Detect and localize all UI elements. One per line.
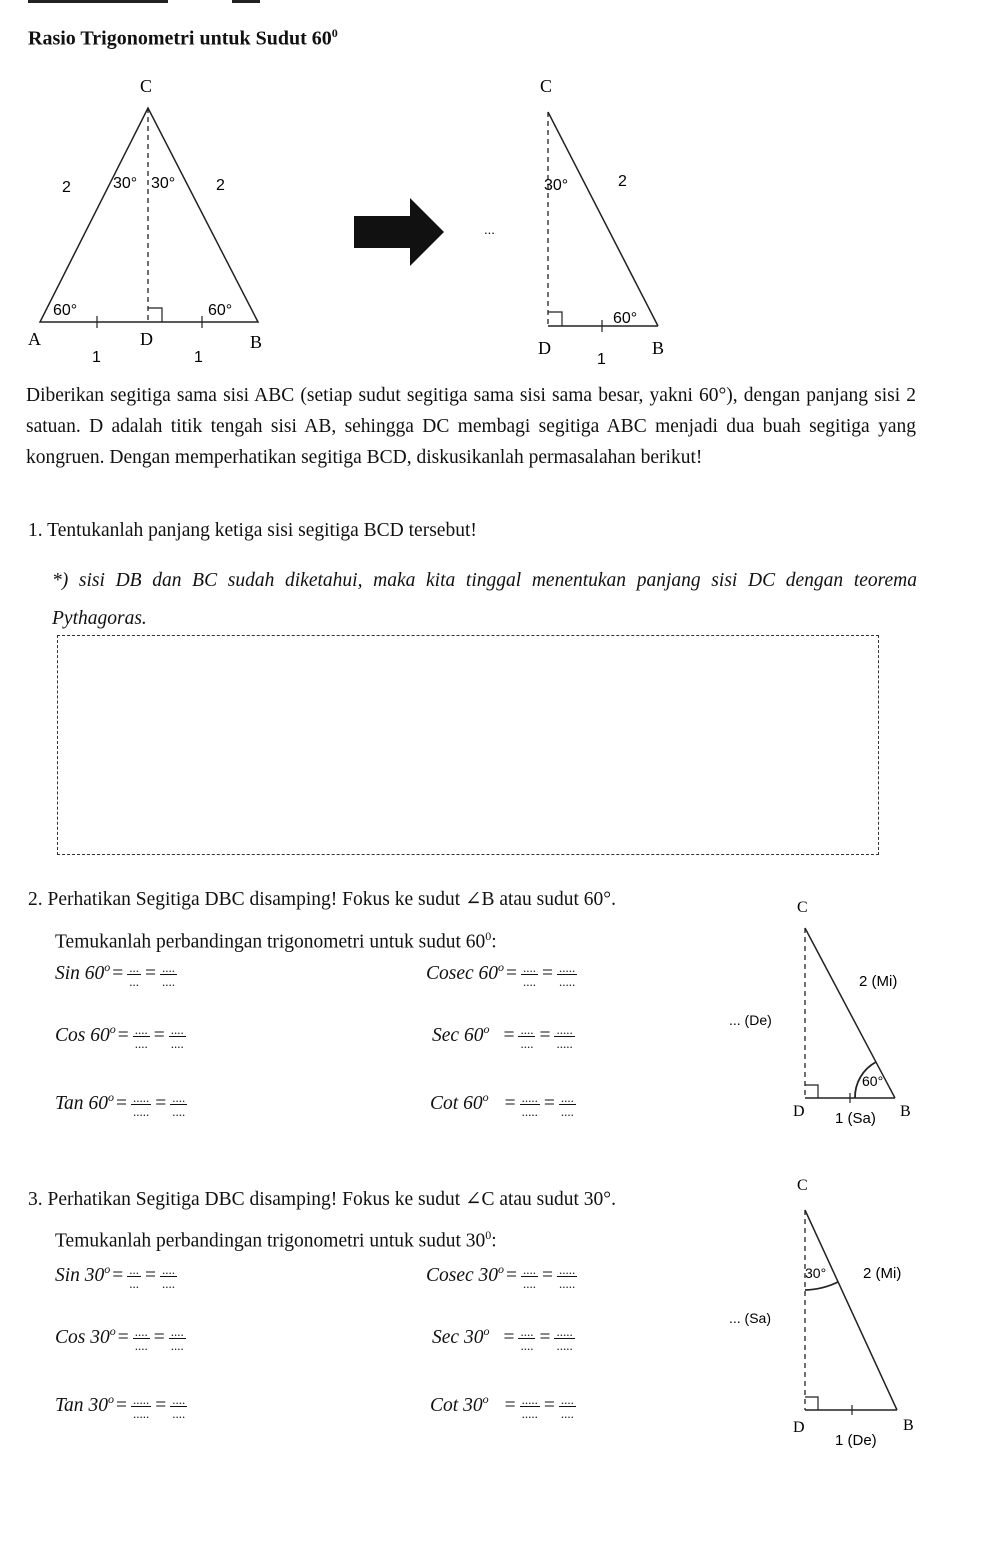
answer-box[interactable] xyxy=(57,635,879,855)
fraction[interactable]: $\frac{....}{....}$ xyxy=(560,1090,574,1120)
base-label: 1 xyxy=(597,351,606,368)
top-rule-2 xyxy=(232,0,260,3)
angle-c-label: 30° xyxy=(544,177,569,194)
fraction[interactable]: $\frac{.....}{.....}$ xyxy=(559,1262,576,1292)
angle-arc xyxy=(805,1282,838,1290)
figure-q2-triangle xyxy=(725,890,925,1140)
base-label: 1 (De) xyxy=(835,1432,877,1449)
fraction[interactable]: $\frac{.....}{.....}$ xyxy=(556,1022,573,1052)
vertex-d-label: D xyxy=(793,1103,805,1120)
vertex-d-label: D xyxy=(538,338,551,358)
fraction[interactable]: $\frac{....}{....}$ xyxy=(560,1392,574,1422)
q2-tan-row: Tan $60^o$ = $\frac{.....}{.....}$ = $\frac{....}{....}$ xyxy=(55,1090,186,1120)
angle-label: 30° xyxy=(805,1265,827,1281)
fraction[interactable]: $\frac{....}{....}$ xyxy=(523,1262,537,1292)
figure-equilateral-triangle xyxy=(20,70,280,370)
vertex-c-label: C xyxy=(797,899,808,916)
angle-b-label: 60° xyxy=(208,302,233,319)
fraction[interactable]: $\frac{.....}{.....}$ xyxy=(559,960,576,990)
vertex-a-label: A xyxy=(28,329,41,349)
fraction[interactable]: $\frac{....}{....}$ xyxy=(134,1022,148,1052)
top-rule-1 xyxy=(28,0,168,3)
angle-acd-label: 30° xyxy=(113,175,138,192)
q3-cot-row: Cot $30^o$ = $\frac{.....}{.....}$ = $\frac{....}{....}$ xyxy=(430,1392,574,1422)
fraction[interactable]: $\frac{....}{....}$ xyxy=(134,1324,148,1354)
vertex-c-label: C xyxy=(140,76,153,96)
hypotenuse-label: 2 (Mi) xyxy=(863,1265,902,1282)
q3-cos-row: Cos $30^o$ = $\frac{....}{....}$ = $\frac{....}{....}$ xyxy=(55,1324,184,1354)
q2-cos-row: Cos $60^o$ = $\frac{....}{....}$ = $\frac{....}{....}$ xyxy=(55,1022,184,1052)
arrow-right-icon xyxy=(352,196,447,268)
vertex-c-label: C xyxy=(540,76,553,96)
side-bc xyxy=(548,112,658,326)
q3-tan-row: Tan $30^o$ = $\frac{.....}{.....}$ = $\frac{....}{....}$ xyxy=(55,1392,186,1422)
question-3-heading: 3. Perhatikan Segitiga DBC disamping! Fokus ke sudut ∠C atau sudut 30°. xyxy=(28,1189,616,1210)
fraction[interactable]: $\frac{....}{....}$ xyxy=(170,1022,184,1052)
hypotenuse-label: 2 (Mi) xyxy=(859,973,898,990)
vertex-d-label: D xyxy=(140,329,153,349)
fraction[interactable]: $\frac{....}{....}$ xyxy=(172,1392,186,1422)
q2-sec-row: Sec $60^o$ = $\frac{....}{....}$ = $\frac{.....}{.....}$ xyxy=(432,1022,573,1052)
vertex-b-label: B xyxy=(250,332,263,352)
fraction[interactable]: $\frac{....}{....}$ xyxy=(520,1022,534,1052)
right-angle-marker xyxy=(805,1085,818,1098)
angle-bcd-label: 30° xyxy=(151,175,176,192)
angle-a-label: 60° xyxy=(53,302,78,319)
q3-sec-row: Sec $30^o$ = $\frac{....}{....}$ = $\frac{.....}{.....}$ xyxy=(432,1324,573,1354)
question-2-subheading: Temukanlah perbandingan trigonometri untuk sudut $60^0$: xyxy=(55,929,497,953)
q2-cot-row: Cot $60^o$ = $\frac{.....}{.....}$ = $\frac{....}{....}$ xyxy=(430,1090,574,1120)
fraction[interactable]: $\frac{....}{....}$ xyxy=(172,1090,186,1120)
fraction[interactable]: $\frac{....}{....}$ xyxy=(162,960,176,990)
fraction[interactable]: $\frac{.....}{.....}$ xyxy=(132,1090,150,1120)
vertex-b-label: B xyxy=(652,338,665,358)
fraction[interactable]: $\frac{...}{...}$ xyxy=(129,960,140,990)
right-angle-marker xyxy=(148,308,162,322)
side-dc-label: ... (De) xyxy=(729,1012,772,1028)
vertex-c-label: C xyxy=(797,1177,808,1194)
fraction[interactable]: $\frac{....}{....}$ xyxy=(523,960,537,990)
fraction[interactable]: $\frac{...}{...}$ xyxy=(129,1262,140,1292)
question-2-heading: 2. Perhatikan Segitiga DBC disamping! Fokus ke sudut ∠B atau sudut 60°. xyxy=(28,889,616,910)
vertex-d-label: D xyxy=(793,1419,805,1436)
q3-cosec-row: Cosec $30^o$ = $\frac{....}{....}$ = $\frac{.....}{.....}$ xyxy=(426,1262,576,1292)
segment-db-label: 1 xyxy=(194,349,203,366)
fraction[interactable]: $\frac{....}{....}$ xyxy=(170,1324,184,1354)
segment-ad-label: 1 xyxy=(92,349,101,366)
fraction[interactable]: $\frac{.....}{.....}$ xyxy=(132,1392,150,1422)
fraction[interactable]: $\frac{.....}{.....}$ xyxy=(521,1392,538,1422)
question-3-subheading: Temukanlah perbandingan trigonometri untuk sudut $30^0$: xyxy=(55,1228,497,1252)
fraction[interactable]: $\frac{....}{....}$ xyxy=(162,1262,176,1292)
triangle-abc xyxy=(40,108,258,322)
fraction[interactable]: $\frac{.....}{.....}$ xyxy=(556,1324,573,1354)
figure-right-triangle-bcd xyxy=(470,70,680,370)
side-dc-blank: ... xyxy=(484,222,495,237)
right-angle-marker xyxy=(805,1397,818,1410)
figure-q3-triangle xyxy=(725,1170,925,1460)
q2-sin-row: Sin $60^o$ = $\frac{...}{...}$ = $\frac{....}{....}$ xyxy=(55,960,176,990)
intro-paragraph: Diberikan segitiga sama sisi ABC (setiap sudut segitiga sama sisi sama besar, yakni 60°), dengan panjang sisi 2 satuan. D adalah titik tengah sisi AB, sehingga DC membagi segitiga ABC menjadi dua buah segitiga yang kongruen. Dengan memperhatikan segitiga BCD, diskusikanlah permasalahan berikut! xyxy=(26,385,916,468)
q3-sin-row: Sin $30^o$ = $\frac{...}{...}$ = $\frac{....}{....}$ xyxy=(55,1262,176,1292)
side-bc xyxy=(805,1210,897,1410)
side-ac-label: 2 xyxy=(62,179,71,196)
vertex-b-label: B xyxy=(900,1103,911,1120)
angle-b-label: 60° xyxy=(613,310,638,327)
angle-label: 60° xyxy=(862,1073,884,1089)
fraction[interactable]: $\frac{.....}{.....}$ xyxy=(521,1090,538,1120)
fraction[interactable]: $\frac{....}{....}$ xyxy=(520,1324,534,1354)
right-angle-marker xyxy=(548,312,562,326)
question-1: 1. Tentukanlah panjang ketiga sisi segitiga BCD tersebut! xyxy=(28,520,477,541)
side-dc-label: ... (Sa) xyxy=(729,1310,772,1326)
question-1-hint: *) sisi DB dan BC sudah diketahui, maka kita tinggal menentukan panjang sisi DC dengan teorema Pythagoras. xyxy=(52,570,917,629)
page-title: Rasio Trigonometri untuk Sudut $60^0$ xyxy=(28,26,338,50)
side-bc-label: 2 xyxy=(216,177,225,194)
q2-cosec-row: Cosec $60^o$ = $\frac{....}{....}$ = $\frac{.....}{.....}$ xyxy=(426,960,576,990)
base-label: 1 (Sa) xyxy=(835,1110,876,1127)
vertex-b-label: B xyxy=(903,1417,914,1434)
hypotenuse-label: 2 xyxy=(618,173,627,190)
